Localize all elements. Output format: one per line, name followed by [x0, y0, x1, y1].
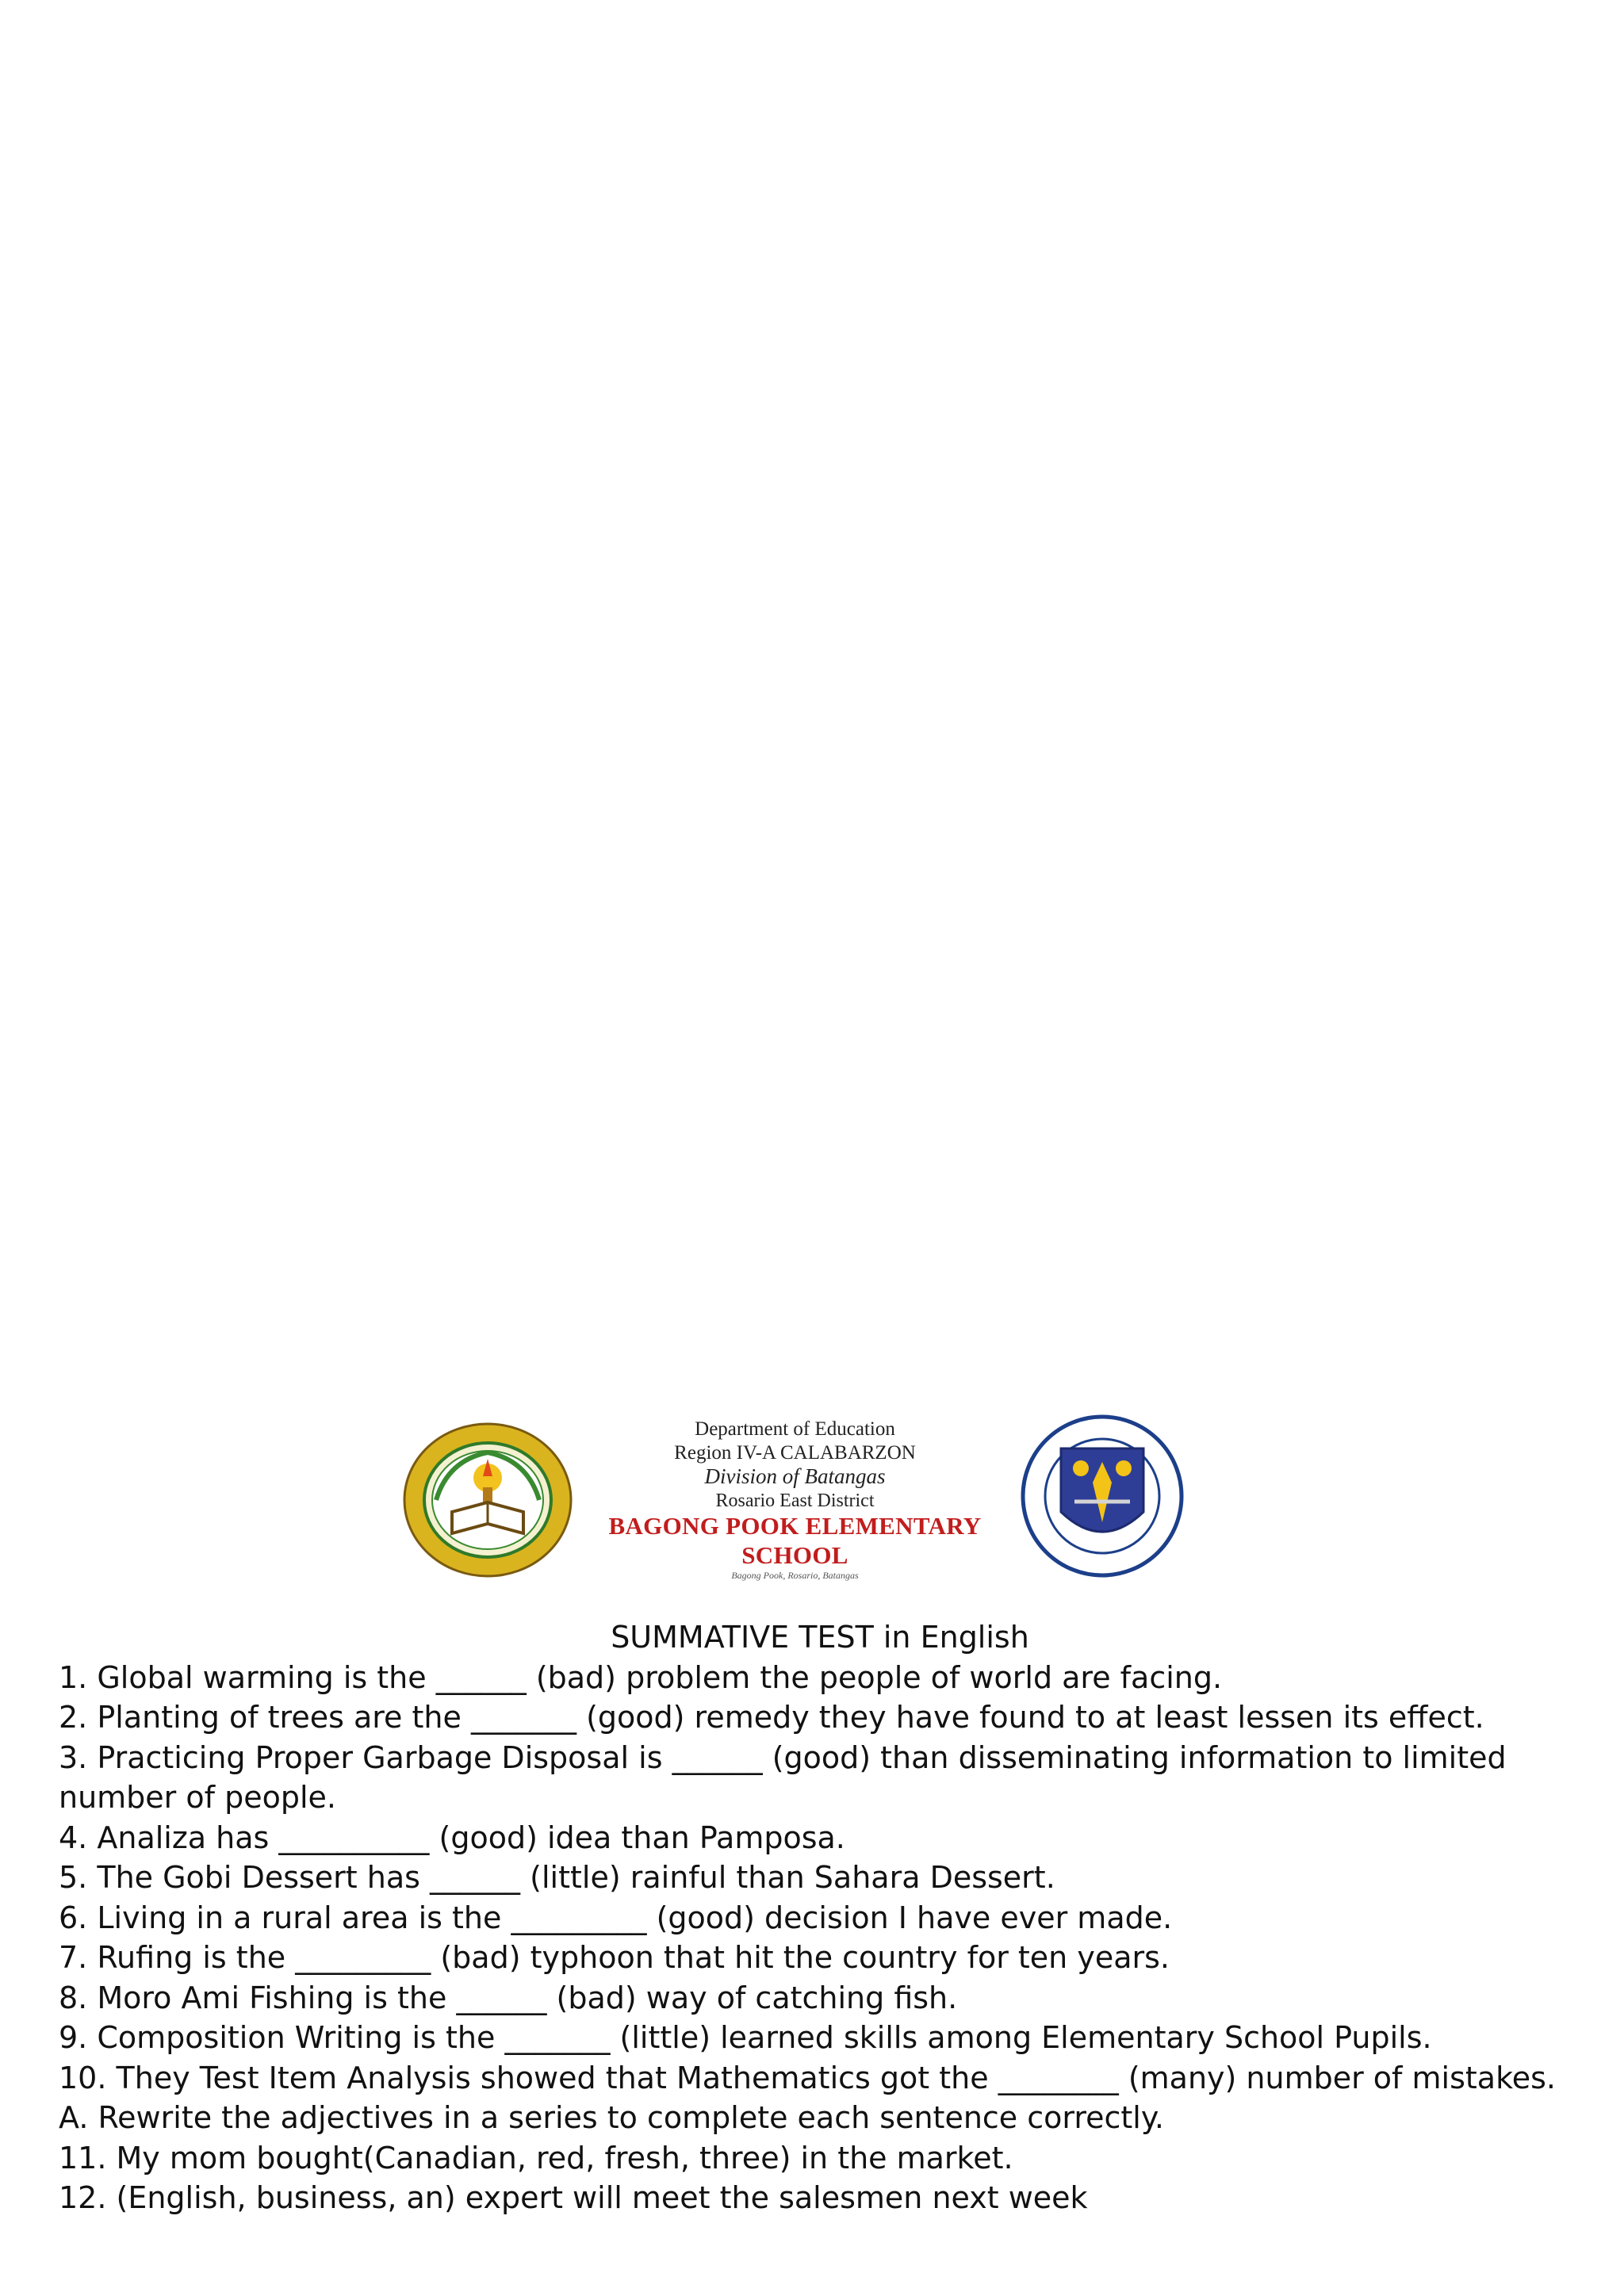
- item-number: 3.: [59, 1739, 88, 1775]
- department-name: Department of Education: [695, 1418, 895, 1440]
- item-number: 7.: [59, 1940, 88, 1975]
- item-number: 10.: [59, 2060, 107, 2095]
- answer-blank: __________: [278, 1820, 430, 1855]
- item-text-after: (good) remedy they have found to at least lessen its effect.: [586, 1700, 1484, 1735]
- item-12: 12. (English, business, an) expert will meet the salesmen next week: [59, 2180, 1088, 2215]
- item-text-before: Analiza has: [97, 1820, 270, 1855]
- item-text-before: Composition Writing is the: [97, 2020, 496, 2055]
- answer-blank: ________: [998, 2060, 1119, 2095]
- item-text-after: (good) than disseminating information to limited: [772, 1739, 1507, 1775]
- item-number: 9.: [59, 2020, 88, 2055]
- test-item: [59, 2018, 1589, 2058]
- item-text-after: (good) idea than Pamposa.: [439, 1820, 845, 1855]
- item-number: 4.: [59, 1820, 88, 1855]
- item-text-after: (little) learned skills among Elementary School Pupils.: [619, 2020, 1432, 2055]
- answer-blank: _________: [295, 1940, 431, 1975]
- test-item: [59, 2058, 1589, 2099]
- division-name: Division of Batangas: [704, 1464, 886, 1488]
- item-11: 11. My mom bought(Canadian, red, fresh, three) in the market.: [59, 2140, 1013, 2175]
- item-number: 8.: [59, 1980, 88, 2015]
- letterhead-header: [400, 1405, 1193, 1587]
- item-number: 5.: [59, 1860, 88, 1895]
- item-text-after: (many) number of mistakes.: [1128, 2060, 1556, 2095]
- answer-blank: ______: [456, 1980, 547, 2015]
- test-item: [59, 1938, 1589, 1978]
- item-text-before: Rufing is the: [97, 1940, 286, 1975]
- item-number: 1.: [59, 1659, 88, 1695]
- item-text-before: The Gobi Dessert has: [97, 1860, 420, 1895]
- item-text-before: They Test Item Analysis showed that Mathematics got the: [116, 2060, 989, 2095]
- answer-blank: ______: [430, 1860, 521, 1895]
- item-text-before: number of people.: [59, 1780, 336, 1815]
- district-name: Rosario East District: [715, 1490, 875, 1511]
- item-text-before: Global warming is the: [97, 1659, 427, 1695]
- school-address: Bagong Pook, Rosario, Batangas: [731, 1570, 859, 1582]
- test-items: [59, 1658, 1589, 2099]
- test-item: [59, 1818, 1589, 1858]
- answer-blank: _______: [504, 2020, 611, 2055]
- answer-blank: ______: [435, 1659, 527, 1695]
- item-text-before: Moro Ami Fishing is the: [97, 1980, 447, 2015]
- school-seal-logo: [400, 1421, 575, 1579]
- item-text-after: (bad) problem the people of world are facing.: [535, 1659, 1223, 1695]
- item-number: 6.: [59, 1900, 88, 1935]
- item-text-after: (bad) way of catching fish.: [556, 1980, 958, 2015]
- item-text-after: (good) decision I have ever made.: [656, 1900, 1173, 1935]
- letterhead-text: [571, 1418, 1019, 1581]
- item-text-after: (bad) typhoon that hit the country for ten years.: [440, 1940, 1170, 1975]
- test-item: [59, 1697, 1589, 1738]
- test-item: [59, 1738, 1589, 1778]
- answer-blank: ______: [672, 1739, 763, 1775]
- test-item: [59, 1978, 1589, 2019]
- test-content: [59, 1617, 1589, 2218]
- school-name: BAGONG POOK ELEMENTARY SCHOOL: [608, 1512, 982, 1569]
- item-text-before: Living in a rural area is the: [97, 1900, 502, 1935]
- test-item: [59, 1658, 1589, 1698]
- item-text-after: (little) rainful than Sahara Dessert.: [530, 1860, 1055, 1895]
- section-a-instruction: A. Rewrite the adjectives in a series to complete each sentence correctly.: [59, 2100, 1165, 2135]
- answer-blank: _______: [470, 1700, 576, 1735]
- item-number: 2.: [59, 1700, 88, 1735]
- test-title: SUMMATIVE TEST in English: [611, 1620, 1029, 1655]
- test-item: [59, 1777, 1589, 1818]
- test-item: [59, 1858, 1589, 1898]
- answer-blank: _________: [511, 1900, 647, 1935]
- item-text-before: Practicing Proper Garbage Disposal is: [97, 1739, 663, 1775]
- region-name: Region IV-A CALABARZON: [674, 1441, 916, 1464]
- item-text-before: Planting of trees are the: [97, 1700, 462, 1735]
- test-item: [59, 1898, 1589, 1938]
- deped-seal-logo: [1015, 1413, 1189, 1579]
